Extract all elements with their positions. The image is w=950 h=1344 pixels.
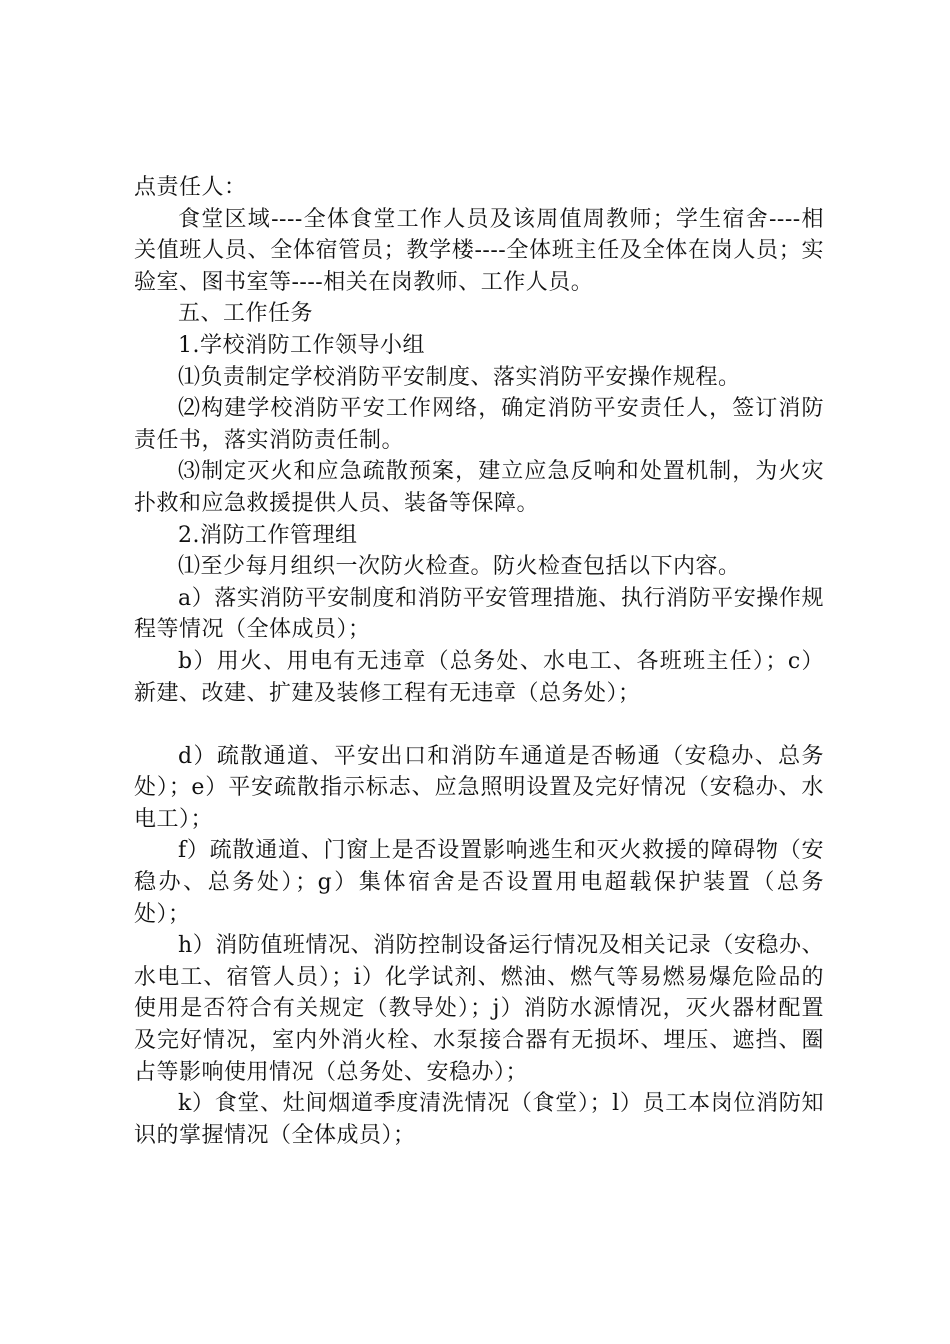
check-item-k-l: k）食堂、灶间烟道季度清洗情况（食堂）；l）员工本岗位消防知识的掌握情况（全体成员）； [134,1091,824,1148]
paragraph-responsible-persons-heading: 点责任人： [134,175,247,200]
check-item-h-i-j: h）消防值班情况、消防控制设备运行情况及相关记录（安稳办、水电工、宿管人员）；i）化学试剂、燃油、燃气等易燃易爆危险品的使用是否符合有关规定（教导处）；j）消防水源情况，灭火器材配置及完好情况，室内外消火栓、水泵接合器有无损坏、埋压、遮挡、圈占等影响使用情况（总务处、安稳办）； [134,933,824,1085]
blank-line [134,709,824,741]
check-item-f-g: f）疏散通道、门窗上是否设置影响逃生和灭火救援的障碍物（安稳办、总务处）；g）集体宿舍是否设置用电超载保护装置（总务处）； [134,838,824,927]
check-item-b-c: b）用火、用电有无违章（总务处、水电工、各班班主任）；c）新建、改建、扩建及装修工程有无违章（总务处）； [134,648,824,706]
subheading-management-group: 2.消防工作管理组 [178,522,358,548]
section-heading-work-tasks: 五、工作任务 [178,301,314,327]
list-item-leadership-2: ⑵构建学校消防平安工作网络，确定消防平安责任人，签订消防责任书，落实消防责任制。 [134,396,824,453]
list-item-management-1: ⑴至少每月组织一次防火检查。防火检查包括以下内容。 [178,554,741,580]
check-item-d-e: d）疏散通道、平安出口和消防车通道是否畅通（安稳办、总务处）；e）平安疏散指示标志、应急照明设置及完好情况（安稳办、水电工）； [134,743,824,832]
list-item-leadership-1: ⑴负责制定学校消防平安制度、落实消防平安操作规程。 [178,364,741,390]
paragraph-area-responsibilities: 食堂区域----全体食堂工作人员及该周值周教师；学生宿舍----相关值班人员、全体宿管员；教学楼----全体班主任及全体在岗人员；实验室、图书室等----相关在岗教师、工作人员。 [134,206,824,295]
list-item-leadership-3: ⑶制定灭火和应急疏散预案，建立应急反响和处置机制，为火灾扑救和应急救援提供人员、装备等保障。 [134,459,824,516]
subheading-leadership-group: 1.学校消防工作领导小组 [178,332,425,358]
check-item-a: a）落实消防平安制度和消防平安管理措施、执行消防平安操作规程等情况（全体成员）； [134,585,824,643]
document-body [134,172,824,1151]
